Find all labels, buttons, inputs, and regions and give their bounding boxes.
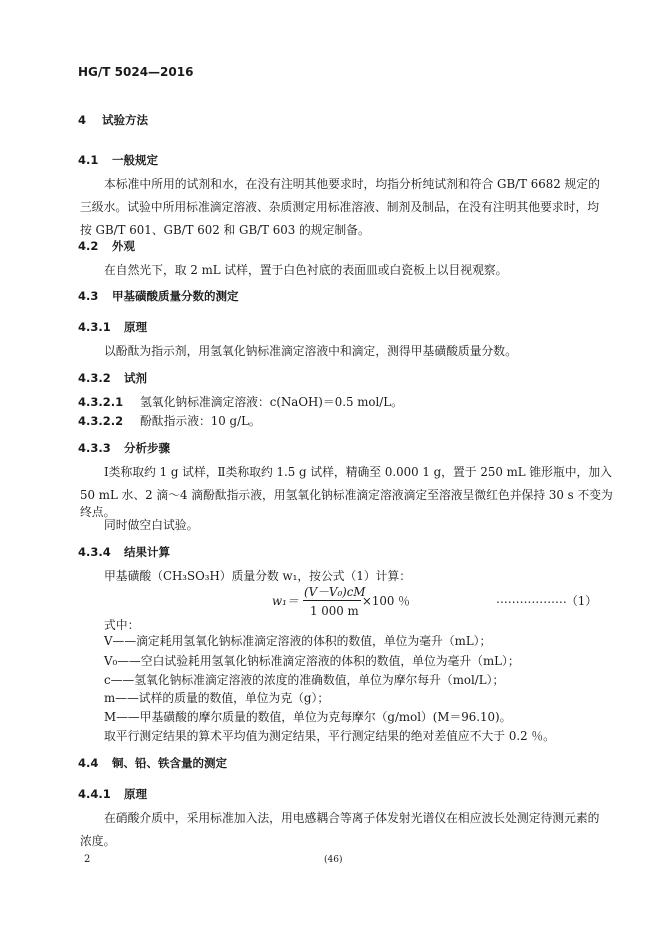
paragraph-line: 三级水。试验中所用标准滴定溶液、杂质测定用标准溶液、制剂及制品，在没有注明其他要求时，均 xyxy=(80,200,600,214)
subclause-text: 氢氧化钠标准滴定溶液：c(NaOH)＝0.5 mol/L。 xyxy=(140,395,403,409)
section-number: 4.2 xyxy=(78,239,99,253)
section-title: 铜、铅、铁含量的测定 xyxy=(112,756,227,770)
section-4-1-heading xyxy=(78,152,158,168)
section-number: 4.3 xyxy=(78,289,99,303)
standard-number: HG/T 5024—2016 xyxy=(78,65,194,79)
section-number: 4.3.2 xyxy=(78,371,111,385)
section-4-heading xyxy=(78,112,148,128)
paragraph-line: 在硝酸介质中，采用标准加入法，用电感耦合等离子体发射光谱仪在相应波长处测定待测元素的 xyxy=(104,811,600,825)
paragraph-line: 取平行测定结果的算术平均值为测定结果，平行测定结果的绝对差值应不大于 0.2 ％。 xyxy=(104,729,555,743)
formula-denominator: 1 000 m xyxy=(310,604,359,618)
section-number: 4.1 xyxy=(78,153,99,167)
fraction-bar xyxy=(303,600,361,601)
subclause-number: 4.3.2.1 xyxy=(78,395,124,409)
page-number: 2 xyxy=(84,854,91,865)
section-number: 4.3.3 xyxy=(78,441,111,455)
paragraph-line: 以酚酞为指示剂，用氢氧化钠标准滴定溶液中和滴定，测得甲基磺酸质量分数。 xyxy=(104,344,517,358)
section-title: 甲基磺酸质量分数的测定 xyxy=(112,289,239,303)
subclause-text: 酚酞指示液：10 g/L。 xyxy=(140,414,261,428)
section-title: 分析步骤 xyxy=(124,441,170,455)
paragraph-line: 浓度。 xyxy=(80,834,116,848)
formula-numerator: (V－V₀)cM xyxy=(304,585,366,599)
section-4-4-1-heading xyxy=(78,786,147,802)
where-label: 式中： xyxy=(104,618,140,632)
subclause-4-3-2-2 xyxy=(78,410,261,433)
paragraph-line: 在自然光下，取 2 mL 试样，置于白色衬底的表面皿或白瓷板上以目视观察。 xyxy=(104,263,508,277)
section-4-2-heading xyxy=(78,238,135,254)
paragraph-line: Ⅰ类称取约 1 g 试样，Ⅱ类称取约 1.5 g 试样，精确至 0.000 1 g，置于 250 mL 锥形瓶中，加入 xyxy=(104,465,612,479)
section-title: 一般规定 xyxy=(112,153,158,167)
section-number: 4 xyxy=(78,113,87,127)
definition-line: V——滴定耗用氢氧化钠标准滴定溶液的体积的数值，单位为毫升（mL）； xyxy=(104,634,492,648)
formula-dots: ……………… xyxy=(496,592,567,606)
section-4-3-4-heading xyxy=(78,544,170,560)
formula-lhs: w₁＝ xyxy=(272,594,299,608)
section-title: 结果计算 xyxy=(124,545,170,559)
section-4-4-heading xyxy=(78,755,227,771)
definition-line: m——试样的质量的数值，单位为克（g）； xyxy=(104,691,330,705)
section-number: 4.4.1 xyxy=(78,787,111,801)
section-title: 外观 xyxy=(112,239,135,253)
section-title: 原理 xyxy=(124,787,147,801)
paragraph-line: 按 GB/T 601、GB/T 602 和 GB/T 603 的规定制备。 xyxy=(80,223,370,237)
section-4-3-1-heading xyxy=(78,319,147,335)
subclause-number: 4.3.2.2 xyxy=(78,414,124,428)
section-title: 原理 xyxy=(124,320,147,334)
section-title: 试验方法 xyxy=(102,113,148,127)
section-title: 试剂 xyxy=(124,371,147,385)
paragraph-line: 甲基磺酸（CH₃SO₃H）质量分数 w₁，按公式（1）计算： xyxy=(104,569,412,583)
formula-number: （1） xyxy=(566,594,598,608)
paragraph-line: 同时做空白试验。 xyxy=(104,518,199,532)
section-number: 4.4 xyxy=(78,756,99,770)
paragraph-line: 本标准中所用的试剂和水，在没有注明其他要求时，均指分析纯试剂和符合 GB/T 6682 规定的 xyxy=(104,177,600,191)
paragraph-line: 终点。 xyxy=(80,505,116,519)
section-4-3-heading xyxy=(78,288,239,304)
page-reference: (46) xyxy=(324,855,343,865)
paragraph-line: 50 mL 水、2 滴～4 滴酚酞指示液，用氢氧化钠标准滴定溶液滴定至溶液呈微红色并保持 30 s 不变为 xyxy=(80,488,613,502)
definition-line: c——氢氧化钠标准滴定溶液的浓度的准确数值，单位为摩尔每升（mol/L）； xyxy=(104,673,505,687)
formula-tail: ×100 ％ xyxy=(362,594,410,608)
definition-line: M——甲基磺酸的摩尔质量的数值，单位为克每摩尔（g/mol）(M＝96.10)。 xyxy=(104,710,512,724)
section-4-3-2-heading xyxy=(78,370,147,386)
section-4-3-3-heading xyxy=(78,440,170,456)
section-number: 4.3.1 xyxy=(78,320,111,334)
section-number: 4.3.4 xyxy=(78,545,111,559)
definition-line: V₀——空白试验耗用氢氧化钠标准滴定溶液的体积的数值，单位为毫升（mL）； xyxy=(104,654,520,668)
